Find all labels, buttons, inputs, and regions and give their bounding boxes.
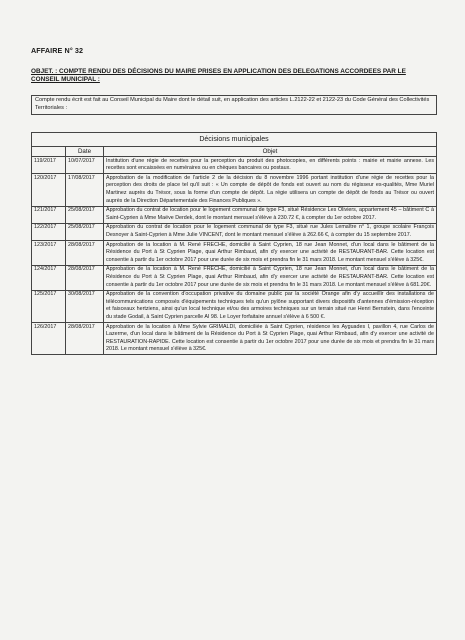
- decision-date: 28/08/2017: [66, 323, 104, 355]
- decision-objet: Approbation de la modification de l'article 2 de la décision du 8 novembre 1996 portant institution d'une régie de recettes pour la perception des droits de place tel qu'il suit : « Un compte de dépôt de fonds est ouvert au nom du régisseur es-qualités, Mme Muriel Martinez auprès du Trésor, sous la forme d'un compte de dépôt. La régie utilisera un compte de dépôt de fonds au Trésor ou ouvert auprès de la Direction Départementale des Finances Publiques ».: [104, 174, 437, 206]
- decision-number: 119/2017: [32, 157, 66, 174]
- table-row: [32, 157, 437, 174]
- decision-number: 124/2017: [32, 265, 66, 290]
- decision-number: 120/2017: [32, 174, 66, 206]
- decision-number: 125/2017: [32, 290, 66, 322]
- table-title: Décisions municipales: [32, 133, 437, 147]
- table-row: [32, 290, 437, 322]
- header-num-cell: [32, 146, 66, 157]
- decision-objet: Institution d'une régie de recettes pour la perception du produit des photocopies, en différents points : mairie et mairie annexe. Les recettes sont encaissées en numéraires ou en chèques bancaires ou postaux.: [104, 157, 437, 174]
- affaire-number: AFFAIRE N° 32: [31, 46, 84, 55]
- decision-objet: Approbation de la convention d'occupation privative du domaine public par la société Orange afin d'y accueillir des installations de télécommunications composés d'équipements techniques tels qu'un pylône supportant divers dispositifs d'antennes d'émission-réception et faisceaux hertziens, ainsi qu'un local technique et/ou des armoires techniques sur un terrain situé rue Henri Bernstein, dans l'enceinte du stade Godail, à Saint Cyprien parcelle AI 98. Le Loyer forfaitaire annuel s'élève à 6 500 €.: [104, 290, 437, 322]
- decision-objet: Approbation de la location à M. René FRECHE, domicilié à Saint Cyprien, 18 rue Jean Monnet, d'un local dans le bâtiment de la Résidence du Port à St Cyprien Plage, quai Arthur Rimbaud, afin d'y exercer une activité de RESTAURANT-BAR. Cette location est consentie à partir du 1er octobre 2017 pour une durée de six mois et prendra fin le 31 mars 2018. Le montant mensuel s'élève à 325€.: [104, 241, 437, 266]
- decision-date: 25/08/2017: [66, 206, 104, 223]
- decision-date: 17/08/2017: [66, 174, 104, 206]
- decision-objet: Approbation de la location à Mme Sylvie GRIMALDI, domiciliée à Saint Cyprien, résidence les Ayguades I, pavillon 4, rue Carlos de Lazerme, d'un local dans le bâtiment de la Résidence du Port à St Cyprien Plage, quai Arthur Rimbaud, afin d'y exercer une activité de RESTAURATION-RAPIDE. Cette location est consentie à partir du 1er octobre 2017 pour une durée de six mois et prendra fin le 31 mars 2018. Le montant mensuel s'élève à 325€.: [104, 323, 437, 355]
- decision-number: 126/2017: [32, 323, 66, 355]
- table-row: [32, 323, 437, 355]
- decision-date: 10/07/2017: [66, 157, 104, 174]
- table-row: [32, 265, 437, 290]
- decision-number: 121/2017: [32, 206, 66, 223]
- table-row: [32, 223, 437, 240]
- intro-box: Compte rendu écrit est fait au Conseil Municipal du Maire dont le détail suit, en application des articles L.2122-22 et 2122-23 du Code Général des Collectivités Territoriales :: [31, 95, 437, 115]
- decision-objet: Approbation de la location à M. René FRECHE, domicilié à Saint Cyprien, 18 rue Jean Monnet, d'un local dans le bâtiment de la Résidence du Port à St Cyprien Plage, quai Arthur Rimbaud, afin d'y exercer une activité de RESTAURANT-BAR. Cette location est consentie à partir du 1er octobre 2017 pour une durée de six mois et prendra fin le 31 mars 2018. Le montant mensuel s'élève à 681.20€.: [104, 265, 437, 290]
- objet-heading: OBJET. : COMPTE RENDU DES DÉCISIONS DU MAIRE PRISES EN APPLICATION DES DELEGATIONS ACCORDEES PAR LE CONSEIL MUNICIPAL :: [31, 68, 406, 84]
- decision-date: 30/08/2017: [66, 290, 104, 322]
- decision-objet: Approbation du contrat de location pour le logement communal de type F3, situé Résidence Les Oliviers, appartement 45 – bâtiment C à Saint-Cyprien à Mme Maëve Derdek, dont le montant mensuel s'élève à 230.72 €, à compter du 1er octobre 2017.: [104, 206, 437, 223]
- header-objet: Objet: [104, 146, 437, 157]
- decision-number: 122/2017: [32, 223, 66, 240]
- table-row: [32, 206, 437, 223]
- decision-number: 123/2017: [32, 241, 66, 266]
- decision-date: 28/08/2017: [66, 265, 104, 290]
- decision-objet: Approbation du contrat de location pour le logement communal de type F3, situé rue Jules Lemaître n° 1, groupe scolaire François Desnoyer à Saint-Cyprien à Mme Julie VINCENT, dont le montant mensuel s'élève à 262.66 €, à compter du 15 septembre 2017.: [104, 223, 437, 240]
- decision-date: 25/08/2017: [66, 223, 104, 240]
- decision-date: 28/08/2017: [66, 241, 104, 266]
- table-row: [32, 174, 437, 206]
- header-date: Date: [66, 146, 104, 157]
- decisions-table: [31, 132, 437, 355]
- table-row: [32, 241, 437, 266]
